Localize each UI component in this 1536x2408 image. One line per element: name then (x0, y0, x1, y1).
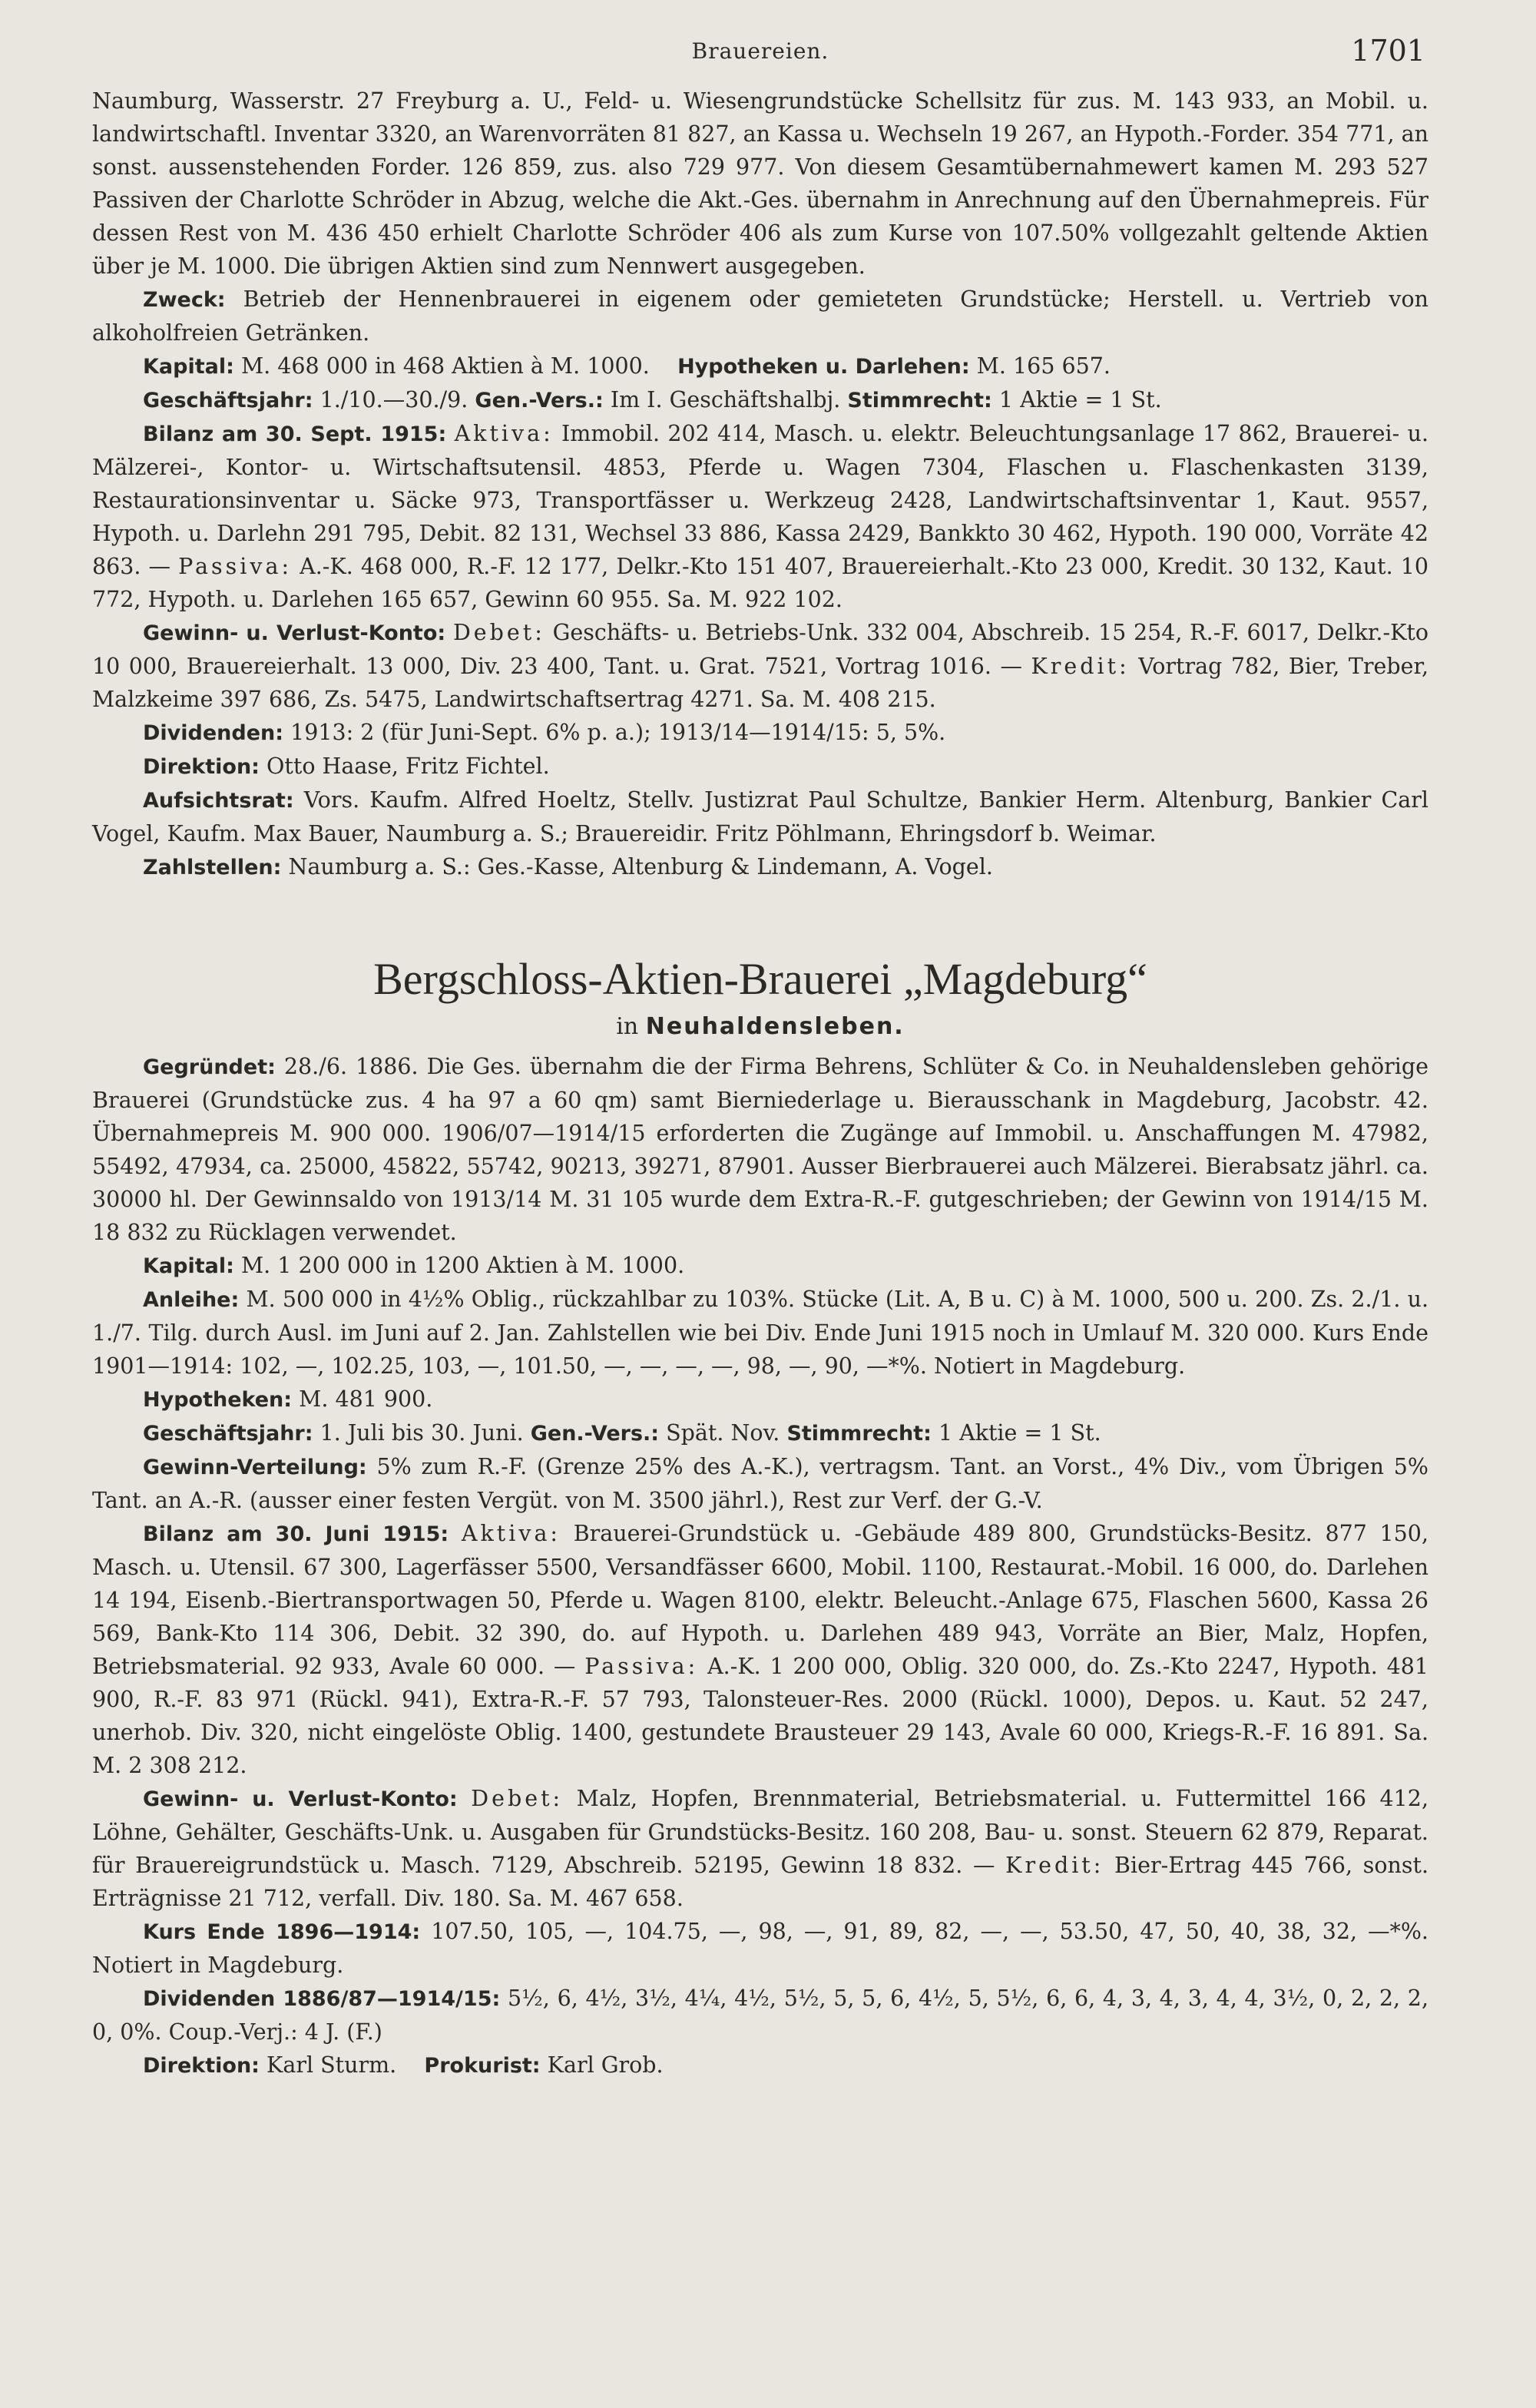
naumburg-zweck (92, 283, 1428, 349)
bergschloss-geschaeftsjahr (92, 1416, 1428, 1450)
zahlstellen-label: Zahlstellen: (143, 856, 282, 879)
stimmrecht-label: Stimmrecht: (786, 1422, 932, 1446)
bilanz-label: Bilanz am 30. Juni 1915: (143, 1522, 449, 1546)
naumburg-kapital (92, 349, 1428, 383)
naumburg-aufsichtsrat (92, 783, 1428, 850)
prokurist-text: Karl Grob. (547, 2052, 664, 2078)
hypotheken-label: Hypotheken: (143, 1388, 293, 1412)
bergschloss-anleihe (92, 1283, 1428, 1383)
bergschloss-kurs (92, 1915, 1428, 1982)
hypotheken-label: Hypotheken u. Darlehen: (677, 355, 970, 379)
naumburg-guv (92, 616, 1428, 716)
kapital-label: Kapital: (143, 1254, 234, 1278)
firm-title: Bergschloss-Aktien-Brauerei „Magdeburg“ (373, 954, 1147, 1004)
hypotheken-text: M. 165 657. (976, 353, 1111, 379)
kurs-label: Kurs Ende 1896—1914: (143, 1920, 421, 1944)
genvers-text: Im I. Geschäftshalbj. (610, 387, 841, 412)
gegruendet-label: Gegründet: (143, 1055, 276, 1079)
guv-kredit-text: Vortrag 782, Bier, Treber, Malzkeime 397 686, Zs. 5475, Landwirtschaftsertrag 4271. Sa. M. 408 215. (92, 654, 1429, 712)
debet-label: Debet: (452, 620, 545, 645)
bergschloss-gegruendet (92, 1050, 1428, 1249)
anleihe-text: M. 500 000 in 4½% Oblig., rückzahlbar zu 103%. Stücke (Lit. A, B u. C) à M. 1000, 500 u. 200. Zs. 2./1. u. 1./7. Tilg. durch Ausl. im Juni auf 2. Jan. Zahlstellen wie bei Div. Ende Juni 1915 noch in Umlauf M. 320 000. Kurs Ende 1901—1914: 102, —, 102.25, 103, —, 101.50, —, —, —, —, 98, —, 90, —*%. Notiert in Magdeburg. (92, 1287, 1428, 1379)
anleihe-label: Anleihe: (143, 1288, 240, 1312)
bergschloss-guv (92, 1782, 1428, 1915)
dividenden-label: Dividenden: (143, 721, 284, 745)
aufsichtsrat-text: Vors. Kaufm. Alfred Hoeltz, Stellv. Justizrat Paul Schultze, Bankier Herm. Altenburg, Bankier Carl Vogel, Kaufm. Max Bauer, Naumburg a. S.; Brauereidir. Fritz Pöhlmann, Ehringsdorf b. Weimar. (92, 787, 1428, 846)
bilanz-aktiva-text: Brauerei-Grundstück u. -Gebäude 489 800, Grundstücks-Besitz. 877 150, Masch. u. Utensil. 67 300, Lagerfässer 5500, Versandfässer 6600, Mobil. 1100, Restaurat.-Mobil. 16 000, do. Darlehen 14 194, Eisenb.-Biertransportwagen 50, Pferde u. Wagen 8100, elektr. Beleucht.-Anlage 675, Flaschen 5600, Kassa 26 569, Bank-Kto 114 306, Debit. 32 390, do. auf Hypoth. u. Darlehen 489 943, Vorräte an Bier, Malz, Hopfen, Betriebsmaterial. 92 933, Avale 60 000. — (92, 1521, 1428, 1679)
prokurist-label: Prokurist: (424, 2054, 541, 2078)
bilanz-label: Bilanz am 30. Sept. 1915: (143, 422, 447, 446)
bergschloss-direktion (92, 2049, 1428, 2082)
aufsichtsrat-label: Aufsichtsrat: (143, 789, 294, 813)
direktion-text: Otto Haase, Fritz Fichtel. (266, 754, 550, 779)
geschaeftsjahr-text: 1. Juli bis 30. Juni. (319, 1420, 524, 1446)
running-head: Brauereien. (691, 38, 829, 64)
bergschloss-bilanz (92, 1517, 1428, 1782)
bergschloss-dividenden (92, 1982, 1428, 2049)
gewinnverteilung-label: Gewinn-Verteilung: (143, 1456, 367, 1479)
hypotheken-text: M. 481 900. (299, 1386, 433, 1412)
stimmrecht-text: 1 Aktie = 1 St. (938, 1420, 1101, 1446)
kredit-label: Kredit: (1005, 1853, 1104, 1878)
dividenden-text: 1913: 2 (für Juni-Sept. 6% p. a.); 1913/14—1914/15: 5, 5%. (290, 720, 946, 745)
bilanz-passiva-text: A.-K. 1 200 000, Oblig. 320 000, do. Zs.-Kto 2247, Hypoth. 481 900, R.-F. 83 971 (Rückl. 941), Extra-R.-F. 57 793, Talonsteuer-Res. 2000 (Rückl. 1000), Depos. u. Kaut. 52 247, unerhob. Div. 320, nicht eingelöste Oblig. 1400, gestundete Brausteuer 29 143, Avale 60 000, Kriegs-R.-F. 16 891. Sa. M. 2 308 212. (92, 1654, 1429, 1778)
aktiva-label: Aktiva: (461, 1521, 561, 1546)
zahlstellen-text: Naumburg a. S.: Ges.-Kasse, Altenburg & Lindemann, A. Vogel. (288, 854, 993, 879)
naumburg-bilanz (92, 417, 1428, 616)
kapital-text: M. 468 000 in 468 Aktien à M. 1000. (240, 353, 650, 379)
debet-label: Debet: (471, 1786, 564, 1811)
passiva-label: Passiva: (584, 1654, 699, 1679)
kapital-label: Kapital: (143, 355, 234, 379)
passiva-label: Passiva: (178, 554, 293, 579)
direktion-label: Direktion: (143, 755, 260, 779)
naumburg-intro: Naumburg, Wasserstr. 27 Freyburg a. U., Feld- u. Wiesengrundstücke Schellsitz für zus. M. 143 933, an Mobil. u. landwirtschaftl. Inventar 3320, an Warenvorräten 81 827, an Kassa u. Wechseln 19 267, an Hypoth.-Forder. 354 771, an sonst. aussenstehenden Forder. 126 859, zus. also 729 977. Von diesem Gesamtübernahmewert kamen M. 293 527 Passiven der Charlotte Schröder in Abzug, welche die Akt.-Ges. übernahm in Anrechnung auf den Übernahmepreis. Für dessen Rest von M. 436 450 erhielt Charlotte Schröder 406 als zum Kurse von 107.50% vollgezahlt geltende Aktien über je M. 1000. Die übrigen Aktien sind zum Nennwert ausgegeben. (92, 88, 1428, 279)
stimmrecht-text: 1 Aktie = 1 St. (998, 387, 1162, 412)
entry-bergschloss (92, 955, 1428, 2082)
entry-naumburg (92, 84, 1428, 884)
guv-label: Gewinn- u. Verlust-Konto: (143, 621, 446, 645)
kredit-label: Kredit: (1031, 654, 1130, 679)
bergschloss-hypotheken (92, 1383, 1428, 1416)
kurs-text: 107.50, 105, —, 104.75, —, 98, —, 91, 89, 82, —, —, 53.50, 47, 50, 40, 38, 32, —*%. Notiert in Magdeburg. (92, 1919, 1428, 1978)
geschaeftsjahr-label: Geschäftsjahr: (143, 389, 313, 412)
direktion-text: Karl Sturm. (266, 2052, 397, 2078)
aktiva-label: Aktiva: (454, 421, 554, 446)
zweck-text: Betrieb der Hennenbrauerei in eigenem oder gemieteten Grundstücke; Herstell. u. Vertrieb von alkoholfreien Getränken. (92, 287, 1428, 346)
genvers-label: Gen.-Vers.: (475, 389, 604, 412)
guv-kredit-text: Bier-Ertrag 445 766, sonst. Erträgnisse 21 712, verfall. Div. 180. Sa. M. 467 658. (92, 1853, 1429, 1911)
page-header (92, 31, 1428, 84)
dividenden-label: Dividenden 1886/87—1914/15: (143, 1987, 501, 2011)
naumburg-direktion (92, 750, 1428, 783)
naumburg-zahlstellen (92, 850, 1428, 884)
firm-place-prefix: in (616, 1013, 639, 1040)
geschaeftsjahr-label: Geschäftsjahr: (143, 1422, 313, 1446)
zweck-label: Zweck: (143, 288, 226, 312)
firm-place-name: Neuhaldensleben. (645, 1013, 905, 1040)
gewinnverteilung-text: 5% zum R.-F. (Grenze 25% des A.-K.), vertragsm. Tant. an Vorst., 4% Div., vom Übrigen 5% Tant. an A.-R. (ausser einer festen Vergüt. von M. 3500 jährl.), Rest zur Verf. der G.-V. (92, 1454, 1429, 1513)
firm-place (92, 1010, 1428, 1044)
stimmrecht-label: Stimmrecht: (847, 389, 992, 412)
dividenden-text: 5½, 6, 4½, 3½, 4¼, 4½, 5½, 5, 5, 6, 4½, 5, 5½, 6, 6, 4, 3, 4, 3, 4, 4, 3½, 0, 2, 2, 2, 0, 0%. Coup.-Verj.: 4 J. (F.) (92, 1986, 1428, 2045)
bergschloss-kapital (92, 1249, 1428, 1283)
genvers-label: Gen.-Vers.: (530, 1422, 660, 1446)
genvers-text: Spät. Nov. (666, 1420, 780, 1446)
kapital-text: M. 1 200 000 in 1200 Aktien à M. 1000. (240, 1253, 685, 1278)
bergschloss-gewinnverteilung (92, 1450, 1428, 1517)
naumburg-dividenden (92, 716, 1428, 750)
guv-debet-text: Geschäfts- u. Betriebs-Unk. 332 004, Abschreib. 15 254, R.-F. 6017, Delkr.-Kto 10 000, Brauereierhalt. 13 000, Div. 23 400, Tant. u. Grat. 7521, Vortrag 1016. — (92, 620, 1429, 679)
bilanz-passiva-text: A.-K. 468 000, R.-F. 12 177, Delkr.-Kto 151 407, Brauereierhalt.-Kto 23 000, Kredit. 30 132, Kaut. 10 772, Hypoth. u. Darlehen 165 657, Gewinn 60 955. Sa. M. 922 102. (92, 554, 1428, 612)
direktion-label: Direktion: (143, 2054, 260, 2078)
naumburg-geschaeftsjahr (92, 383, 1428, 417)
bilanz-aktiva-text: Immobil. 202 414, Masch. u. elektr. Beleuchtungsanlage 17 862, Brauerei- u. Mälzerei-, Kontor- u. Wirtschaftsutensil. 4853, Pferde u. Wagen 7304, Flaschen u. Flaschenkasten 3139, Restaurationsinventar u. Säcke 973, Transportfässer u. Werkzeug 2428, Landwirtschaftsinventar 1, Kaut. 9557, Hypoth. u. Darlehn 291 795, Debit. 82 131, Wechsel 33 886, Kassa 2429, Bankkto 30 462, Hypoth. 190 000, Vorräte 42 863. — (92, 421, 1429, 579)
geschaeftsjahr-text: 1./10.—30./9. (319, 387, 468, 412)
guv-debet-text: Malz, Hopfen, Brennmaterial, Betriebsmaterial. u. Futtermittel 166 412, Löhne, Gehälter, Geschäfts-Unk. u. Ausgaben für Grundstücks-Besitz. 160 208, Bau- u. sonst. Steuern 62 879, Reparat. für Brauereigrundstück u. Masch. 7129, Abschreib. 52195, Gewinn 18 832. — (92, 1786, 1428, 1878)
guv-label: Gewinn- u. Verlust-Konto: (143, 1787, 458, 1811)
page-number: 1701 (1351, 34, 1425, 68)
gegruendet-text: 28./6. 1886. Die Ges. übernahm die der Firma Behrens, Schlüter & Co. in Neuhaldensleben gehörige Brauerei (Grundstücke zus. 4 ha 97 a 60 qm) samt Bierniederlage u. Bierausschank in Magdeburg, Jacobstr. 42. Übernahmepreis M. 900 000. 1906/07—1914/15 erforderten die Zugänge auf Immobil. u. Anschaffungen M. 47982, 55492, 47934, ca. 25000, 45822, 55742, 90213, 39271, 87901. Ausser Bierbrauerei auch Mälzerei. Bierabsatz jährl. ca. 30000 hl. Der Gewinnsaldo von 1913/14 M. 31 105 wurde dem Extra-R.-F. gutgeschrieben; der Gewinn von 1914/15 M. 18 832 zu Rücklagen verwendet. (92, 1054, 1428, 1245)
